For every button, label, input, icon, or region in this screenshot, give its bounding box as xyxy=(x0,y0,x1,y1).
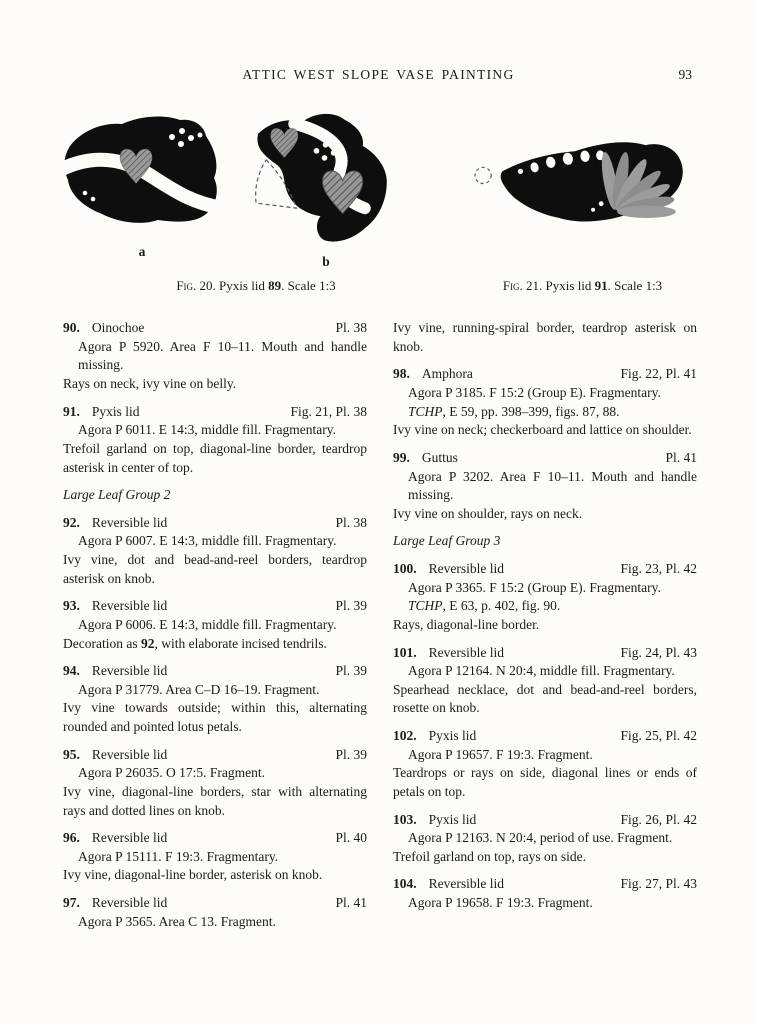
entry-title: Reversible lid xyxy=(91,895,168,911)
entry-title: Reversible lid xyxy=(91,663,168,679)
entry-provenance: Agora P 6006. E 14:3, middle fill. Fragmentary. xyxy=(78,616,337,632)
entry-heading xyxy=(393,644,697,663)
restored-knob-dashed xyxy=(475,167,491,183)
entry-plate-ref: Pl. 40 xyxy=(335,830,367,846)
entry-plate-ref: Fig. 27, Pl. 43 xyxy=(620,876,697,892)
entry-title: Guttus xyxy=(421,449,458,465)
entry-heading xyxy=(393,560,697,579)
figure-20-fragment-b xyxy=(228,109,424,272)
entry-bibliography: TCHP, E 63, p. 402, fig. 90. xyxy=(408,598,561,614)
entry-plate-ref: Pl. 38 xyxy=(335,320,367,336)
entry-heading xyxy=(63,514,367,533)
fragment-b-label: b xyxy=(322,253,330,269)
entry-heading xyxy=(393,875,697,894)
figure-21-caption-label: Fig. 21. xyxy=(502,278,543,294)
catalog-entry-103 xyxy=(393,811,697,867)
entry-heading xyxy=(393,811,697,830)
entry-provenance: Agora P 5920. Area F 10–11. Mouth and handle missing. xyxy=(78,338,367,373)
entry-number: 90. xyxy=(63,320,80,336)
left-column xyxy=(63,319,367,931)
entry-heading xyxy=(63,319,367,338)
entry-number: 91. xyxy=(63,403,80,419)
entry-description: Ivy vine, diagonal-line border, asterisk on knob. xyxy=(63,867,323,883)
figure-20-fragment-a xyxy=(56,109,228,262)
catalog-entry-95 xyxy=(63,746,367,821)
catalog-entry-90 xyxy=(63,319,367,394)
entry-title: Reversible lid xyxy=(91,598,168,614)
catalog-entry-91 xyxy=(63,403,367,478)
section-heading-large-leaf-group-2: Large Leaf Group 2 xyxy=(63,487,171,503)
entry-number: 101. xyxy=(393,644,417,660)
catalog-entry-97 xyxy=(63,894,367,931)
entry-title: Reversible lid xyxy=(428,561,504,577)
entry-number: 99. xyxy=(393,449,410,465)
entry-title: Oinochoe xyxy=(91,320,145,336)
entry-plate-ref: Fig. 24, Pl. 43 xyxy=(620,644,697,660)
right-column xyxy=(393,319,697,931)
entry-number: 102. xyxy=(393,728,417,744)
fragment-a-label: a xyxy=(138,243,146,259)
entry-plate-ref: Pl. 39 xyxy=(335,746,367,762)
entry-title: Reversible lid xyxy=(428,644,504,660)
entry-number: 95. xyxy=(63,746,80,762)
catalog-entry-100 xyxy=(393,560,697,635)
entry-description: Ivy vine on neck; checkerboard and lattice on shoulder. xyxy=(393,422,692,438)
entry-heading xyxy=(63,829,367,848)
entry-provenance: Agora P 3202. Area F 10–11. Mouth and handle missing. xyxy=(408,468,697,503)
entry-number: 98. xyxy=(393,366,410,382)
entry-title: Amphora xyxy=(421,366,473,382)
entry-description: Trefoil garland on top, diagonal-line border, teardrop asterisk in center of top. xyxy=(63,440,367,475)
catalog-entry-102 xyxy=(393,727,697,802)
entry-plate-ref: Pl. 41 xyxy=(335,895,367,911)
entry-provenance: Agora P 3565. Area C 13. Fragment. xyxy=(78,913,276,929)
captions-row xyxy=(56,277,709,295)
entry-description: Rays on neck, ivy vine on belly. xyxy=(63,376,237,392)
entry-description: Ivy vine, diagonal-line borders, star with alternating rays and dotted lines on knob. xyxy=(63,783,367,818)
entry-plate-ref: Fig. 26, Pl. 42 xyxy=(620,811,697,827)
entry-title: Pyxis lid xyxy=(91,403,140,419)
catalog-entry-96 xyxy=(63,829,367,885)
entry-number: 100. xyxy=(393,561,417,577)
entry-heading xyxy=(63,746,367,765)
entry-plate-ref: Pl. 39 xyxy=(335,663,367,679)
entry-number: 104. xyxy=(393,876,417,892)
catalog-entry-101 xyxy=(393,644,697,719)
entry-number: 92. xyxy=(63,514,80,530)
entry-97-continuation: Ivy vine, running-spiral border, teardrop asterisk on knob. xyxy=(393,320,697,354)
running-title: ATTIC WEST SLOPE VASE PAINTING xyxy=(242,67,515,82)
entry-heading xyxy=(393,727,697,746)
figures-row xyxy=(56,109,709,272)
entry-heading xyxy=(63,662,367,681)
entry-description: Ivy vine on shoulder, rays on neck. xyxy=(393,505,583,521)
entry-provenance: Agora P 19658. F 19:3. Fragment. xyxy=(408,895,593,911)
entry-plate-ref: Fig. 23, Pl. 42 xyxy=(620,561,697,577)
entry-description: Rays, diagonal-line border. xyxy=(393,616,540,632)
entry-number: 97. xyxy=(63,895,80,911)
section-heading-large-leaf-group-3: Large Leaf Group 3 xyxy=(393,533,501,549)
entry-plate-ref: Pl. 39 xyxy=(335,598,367,614)
entry-provenance: Agora P 19657. F 19:3. Fragment. xyxy=(408,746,593,762)
entry-plate-ref: Fig. 25, Pl. 42 xyxy=(620,728,697,744)
entry-description: Trefoil garland on top, rays on side. xyxy=(393,848,586,864)
entry-provenance: Agora P 31779. Area C–D 16–19. Fragment. xyxy=(78,681,320,697)
catalog-entry-92 xyxy=(63,514,367,589)
figure-20-caption-label: Fig. 20. xyxy=(176,278,216,294)
sherd-illustration-a xyxy=(56,109,228,241)
entry-number: 103. xyxy=(393,811,417,827)
entry-title: Pyxis lid xyxy=(428,811,477,827)
sherd-illustration-91 xyxy=(472,125,694,237)
entry-provenance: Agora P 6007. E 14:3, middle fill. Fragmentary. xyxy=(78,533,337,549)
entry-heading xyxy=(63,894,367,913)
sherd-illustration-b xyxy=(228,109,424,251)
figure-20-caption: Fig. 20. Pyxis lid 89. Scale 1:3 xyxy=(176,278,336,294)
catalog-entry-99 xyxy=(393,449,697,524)
entry-title: Reversible lid xyxy=(91,746,168,762)
catalog-entry-104 xyxy=(393,875,697,912)
entry-heading xyxy=(393,365,697,384)
entry-provenance: Agora P 12164. N 20:4, middle fill. Fragmentary. xyxy=(408,663,675,679)
entry-plate-ref: Fig. 22, Pl. 41 xyxy=(620,366,697,382)
entry-provenance: Agora P 3185. F 15:2 (Group E). Fragmentary. xyxy=(408,385,661,401)
entry-provenance: Agora P 6011. E 14:3, middle fill. Fragmentary. xyxy=(78,422,336,438)
figure-21 xyxy=(456,109,709,237)
entry-provenance: Agora P 3365. F 15:2 (Group E). Fragmentary. xyxy=(408,579,661,595)
entry-title: Reversible lid xyxy=(91,830,168,846)
figure-20 xyxy=(56,109,456,272)
entry-bibliography: TCHP, E 59, pp. 398–399, figs. 87, 88. xyxy=(408,403,620,419)
catalog-entry-93 xyxy=(63,597,367,653)
entry-description: Ivy vine towards outside; within this, alternating rounded and pointed lotus petals. xyxy=(63,700,367,735)
entry-description: Decoration as 92, with elaborate incised tendrils. xyxy=(63,635,327,651)
entry-heading xyxy=(63,403,367,422)
entry-description: Ivy vine, dot and bead-and-reel borders, teardrop asterisk on knob. xyxy=(63,552,367,586)
entry-description: Spearhead necklace, dot and bead-and-reel borders, rosette on knob. xyxy=(393,681,697,716)
entry-plate-ref: Fig. 21, Pl. 38 xyxy=(290,403,367,419)
entry-heading xyxy=(393,449,697,468)
page-header xyxy=(60,66,697,85)
catalog-entry-94 xyxy=(63,662,367,737)
entry-plate-ref: Pl. 38 xyxy=(335,514,367,530)
entry-provenance: Agora P 12163. N 20:4, period of use. Fragment. xyxy=(408,830,673,846)
page-number: 93 xyxy=(678,67,692,82)
entry-provenance: Agora P 26035. O 17:5. Fragment. xyxy=(78,765,265,781)
entry-number: 94. xyxy=(63,663,80,679)
entry-description: Teardrops or rays on side, diagonal lines or ends of petals on top. xyxy=(393,765,697,799)
entry-heading xyxy=(63,597,367,616)
entry-number: 93. xyxy=(63,598,80,614)
entry-number: 96. xyxy=(63,830,80,846)
figure-21-caption: Fig. 21. Pyxis lid 91. Scale 1:3 xyxy=(502,278,663,294)
entry-title: Pyxis lid xyxy=(428,728,477,744)
entry-title: Reversible lid xyxy=(428,876,504,892)
catalog-entry-98 xyxy=(393,365,697,440)
entry-provenance: Agora P 15111. F 19:3. Fragmentary. xyxy=(78,848,279,864)
catalog-columns xyxy=(63,319,697,931)
entry-plate-ref: Pl. 41 xyxy=(665,449,697,465)
entry-title: Reversible lid xyxy=(91,514,168,530)
